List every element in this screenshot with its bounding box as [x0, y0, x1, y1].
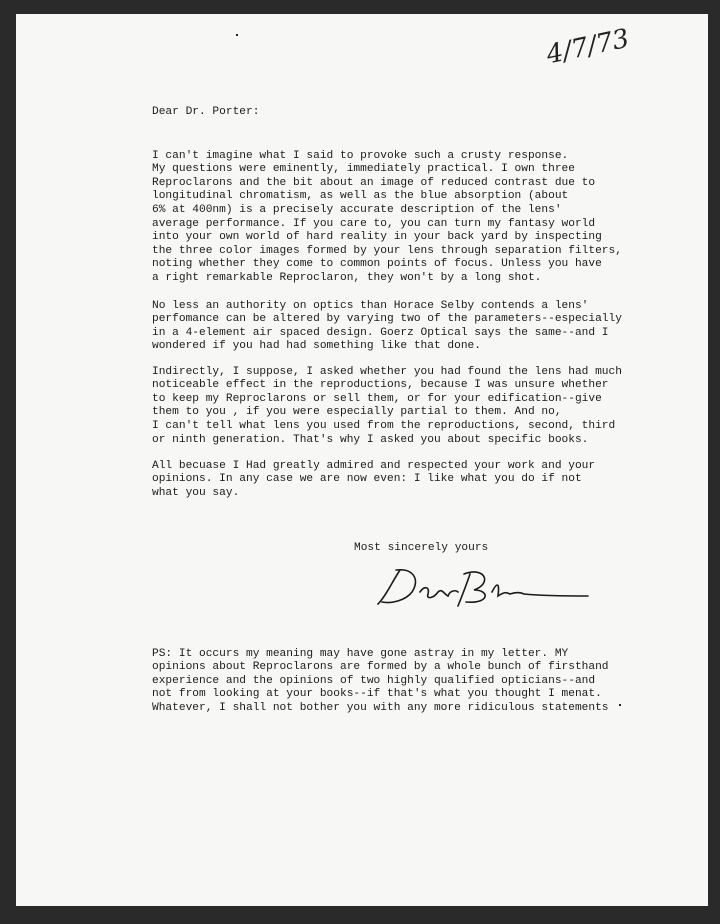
- text-line: All becuase I Had greatly admired and respected your work and your: [152, 459, 596, 472]
- text-line: Indirectly, I suppose, I asked whether you had found the lens had much: [152, 365, 622, 378]
- closing: Most sincerely yours: [354, 542, 489, 554]
- text-line: Reproclarons and the bit about an image of reduced contrast due to: [152, 176, 596, 189]
- text-line: noting whether they come to common points of focus. Unless you have: [152, 258, 602, 271]
- paragraph-4: [152, 446, 595, 500]
- salutation: Dear Dr. Porter:: [152, 106, 260, 118]
- text-line: 6% at 400nm) is a precisely accurate description of the lens': [152, 203, 562, 216]
- paragraph-1: [152, 136, 622, 286]
- text-line: experience and the opinions of two highly qualified opticians--and: [152, 674, 596, 687]
- text-line: noticeable effect in the reproductions, because I was unsure whether: [152, 379, 609, 392]
- text-line: what you say.: [152, 486, 240, 499]
- letter-page: [16, 14, 708, 906]
- text-line: My questions were eminently, immediately practical. I own three: [152, 163, 575, 176]
- text-line: a right remarkable Reproclaron, they won't by a long shot.: [152, 271, 542, 284]
- text-line: Whatever, I shall not bother you with any more ridiculous statements: [152, 701, 609, 714]
- text-line: into your own world of hard reality in your back yard by inspecting: [152, 231, 602, 244]
- text-line: the three color images formed by your lens through separation filters,: [152, 244, 622, 257]
- handwritten-date: 4/7/73: [543, 23, 632, 71]
- speck-mark: [619, 704, 621, 706]
- signature: [374, 562, 604, 610]
- text-line: opinions. In any case we are now even: I like what you do if not: [152, 473, 582, 486]
- text-line: I can't tell what lens you used from the reproductions, second, third: [152, 419, 616, 432]
- text-line: I can't imagine what I said to provoke such a crusty response.: [152, 149, 569, 162]
- text-line: not from looking at your books--if that's what you thought I menat.: [152, 688, 602, 701]
- text-line: perfomance can be altered by varying two of the parameters--especially: [152, 313, 622, 326]
- text-line: in a 4-element air spaced design. Goerz Optical says the same--and I: [152, 326, 609, 339]
- text-line: longitudinal chromatism, as well as the blue absorption (about: [152, 190, 569, 203]
- paragraph-2: [152, 286, 622, 354]
- paragraph-3: [152, 352, 622, 447]
- text-line: opinions about Reproclarons are formed by a whole bunch of firsthand: [152, 661, 609, 674]
- text-line: them to you , if you were especially partial to them. And no,: [152, 406, 562, 419]
- text-line: or ninth generation. That's why I asked you about specific books.: [152, 433, 589, 446]
- text-line: PS: It occurs my meaning may have gone astray in my letter. MY: [152, 647, 569, 660]
- postscript: [152, 634, 609, 716]
- text-line: average performance. If you care to, you can turn my fantasy world: [152, 217, 596, 230]
- speck-mark: [236, 34, 238, 36]
- text-line: to keep my Reproclarons or sell them, or for your edification--give: [152, 392, 602, 405]
- text-line: wondered if you had had something like that done.: [152, 340, 481, 353]
- text-line: No less an authority on optics than Horace Selby contends a lens': [152, 299, 589, 312]
